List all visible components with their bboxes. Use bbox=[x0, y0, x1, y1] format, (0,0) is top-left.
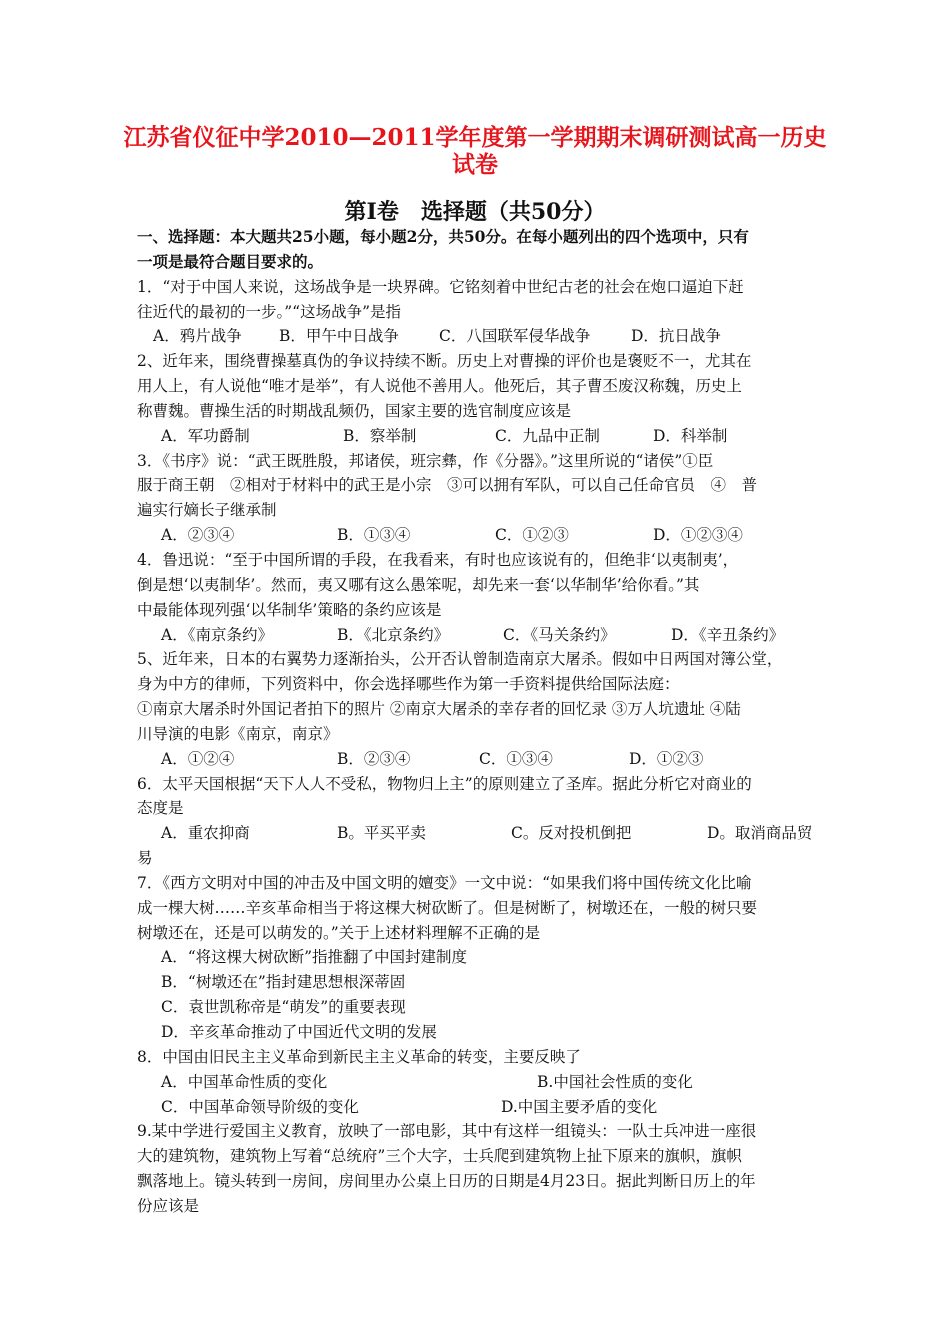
instructions-line: 一、选择题：本大题共25小题，每小题2分，共50分。在每小题列出的四个选项中，只有 bbox=[137, 227, 749, 246]
option-a[interactable]: A．①②④ bbox=[161, 749, 235, 768]
question-9-stem: 9.某中学进行爱国主义教育，放映了一部电影，其中有这样一组镜头：一队士兵冲进一座很 bbox=[137, 1122, 757, 1141]
option-d[interactable]: D。取消商品贸 bbox=[707, 824, 813, 843]
option-c[interactable]: C．①③④ bbox=[479, 749, 553, 768]
question-5-stem: ①南京大屠杀时外国记者拍下的照片 ②南京大屠杀的幸存者的回忆录 ③万人坑遗址 ④陆 bbox=[137, 700, 741, 719]
option-a[interactable]: A．《南京条约》 bbox=[161, 625, 273, 644]
option-d[interactable]: D.中国主要矛盾的变化 bbox=[501, 1097, 658, 1116]
question-2-stem: 称曹魏。曹操生活的时期战乱频仍，国家主要的选官制度应该是 bbox=[137, 401, 572, 420]
option-b[interactable]: B．“树墩还在”指封建思想根深蒂固 bbox=[161, 973, 406, 992]
question-4-stem: 倒是想‘以夷制华’。然而，夷又哪有这么愚笨呢，却先来一套‘以华制华’给你看。”其 bbox=[137, 575, 700, 594]
instructions-line: 一项是最符合题目要求的。 bbox=[137, 251, 324, 271]
option-b[interactable]: B.中国社会性质的变化 bbox=[537, 1072, 693, 1091]
option-c[interactable]: C．①②③ bbox=[495, 526, 569, 545]
question-4-stem: 中最能体现列强‘以华制华’策略的条约应该是 bbox=[137, 600, 442, 619]
question-4-stem: 4．鲁迅说：“至于中国所谓的手段，在我看来，有时也应该说有的，但绝非‘以夷制夷’， bbox=[137, 550, 739, 569]
question-7-stem: 7．《西方文明对中国的冲击及中国文明的嬗变》一文中说：“如果我们将中国传统文化比喻 bbox=[137, 873, 752, 892]
question-9-stem: 份应该是 bbox=[137, 1196, 200, 1215]
question-4-options bbox=[137, 623, 817, 648]
option-c[interactable]: C．八国联军侵华战争 bbox=[439, 327, 591, 346]
option-a[interactable]: A．中国革命性质的变化 bbox=[161, 1072, 328, 1091]
option-d[interactable]: D．《辛丑条约》 bbox=[671, 625, 785, 644]
question-5-options bbox=[137, 747, 817, 772]
option-c[interactable]: C．袁世凯称帝是“萌发”的重要表现 bbox=[161, 998, 406, 1017]
exam-title-line-1: 江苏省仪征中学2010—2011学年度第一学期期末调研测试高一历史 bbox=[123, 124, 827, 151]
option-b[interactable]: B．甲午中日战争 bbox=[279, 327, 399, 346]
option-d[interactable]: D．抗日战争 bbox=[631, 327, 721, 346]
question-5-stem: 川导演的电影《南京，南京》 bbox=[137, 724, 339, 743]
question-7-stem: 树墩还在，还是可以萌发的。”关于上述材料理解不正确的是 bbox=[137, 923, 541, 942]
exam-title-line-2: 试卷 bbox=[452, 151, 498, 178]
question-6-stem: 态度是 bbox=[137, 799, 184, 818]
option-b[interactable]: B．①③④ bbox=[337, 526, 411, 545]
question-body bbox=[137, 225, 817, 1219]
option-d[interactable]: D．①②③④ bbox=[653, 526, 743, 545]
option-a[interactable]: A．重农抑商 bbox=[161, 824, 250, 843]
option-b[interactable]: B．《北京条约》 bbox=[337, 625, 450, 644]
question-6-stem: 6．太平天国根据“天下人人不受私，物物归上主”的原则建立了圣库。据此分析它对商业的 bbox=[137, 774, 752, 793]
option-c[interactable]: C。反对投机倒把 bbox=[511, 824, 632, 843]
option-b[interactable]: B。平买平卖 bbox=[337, 824, 426, 843]
option-c[interactable]: C．九品中正制 bbox=[495, 426, 600, 445]
question-1-stem: 往近代的最初的一步。”“这场战争”是指 bbox=[137, 302, 402, 321]
question-9-stem: 大的建筑物，建筑物上写着“总统府”三个大字，士兵爬到建筑物上扯下原来的旗帜，旗帜 bbox=[137, 1147, 742, 1166]
option-a[interactable]: A．“将这棵大树砍断”指推翻了中国封建制度 bbox=[161, 948, 468, 967]
question-5-stem: 身为中方的律师，下列资料中，你会选择哪些作为第一手资料提供给国际法庭： bbox=[137, 675, 680, 694]
question-8-options-row-2 bbox=[137, 1095, 817, 1120]
question-9-stem: 飘落地上。镜头转到一房间，房间里办公桌上日历的日期是4月23日。据此判断日历上的年 bbox=[137, 1172, 756, 1191]
option-b[interactable]: B．②③④ bbox=[337, 749, 411, 768]
option-c[interactable]: C．中国革命领导阶级的变化 bbox=[161, 1097, 359, 1116]
option-d[interactable]: D．科举制 bbox=[653, 426, 728, 445]
question-6-option-d-wrap: 易 bbox=[137, 849, 153, 868]
question-3-stem: 遍实行嫡长子继承制 bbox=[137, 501, 277, 520]
question-2-stem: 2、近年来，围绕曹操墓真伪的争议持续不断。历史上对曹操的评价也是褒贬不一，尤其在 bbox=[137, 352, 752, 371]
option-a[interactable]: A．②③④ bbox=[161, 526, 235, 545]
question-5-stem: 5、近年来，日本的右翼势力逐渐抬头，公开否认曾制造南京大屠杀。假如中日两国对簿公堂， bbox=[137, 650, 783, 669]
option-d[interactable]: D．辛亥革命推动了中国近代文明的发展 bbox=[161, 1023, 437, 1041]
question-3-stem: 服于商王朝 ②相对于材料中的武王是小宗 ③可以拥有军队，可以自己任命官员 ④ 普 bbox=[137, 476, 758, 495]
question-2-options bbox=[137, 424, 817, 449]
option-c[interactable]: C．《马关条约》 bbox=[503, 625, 616, 644]
question-3-options bbox=[137, 523, 817, 548]
question-6-options bbox=[137, 821, 817, 846]
option-a[interactable]: A．鸦片战争 bbox=[153, 327, 242, 346]
question-1-options bbox=[137, 324, 817, 349]
option-a[interactable]: A．军功爵制 bbox=[161, 426, 250, 445]
option-d[interactable]: D．①②③ bbox=[629, 749, 704, 768]
question-2-stem: 用人上，有人说他“唯才是举”，有人说他不善用人。他死后，其子曹丕废汉称魏，历史上 bbox=[137, 377, 742, 396]
question-1-stem: 1．“对于中国人来说，这场战争是一块界碑。它铭刻着中世纪古老的社会在炮口逼迫下赶 bbox=[137, 277, 744, 296]
section-title: 第Ⅰ卷 选择题（共50分） bbox=[344, 199, 606, 225]
question-8-options-row-1 bbox=[137, 1070, 817, 1095]
question-7-stem: 成一棵大树……辛亥革命相当于将这棵大树砍断了。但是树断了，树墩还在，一般的树只要 bbox=[137, 898, 758, 917]
question-8-stem: 8．中国由旧民主主义革命到新民主主义革命的转变，主要反映了 bbox=[137, 1047, 581, 1066]
option-b[interactable]: B．察举制 bbox=[343, 426, 417, 445]
question-3-stem: 3．《书序》说：“武王既胜殷，邦诸侯，班宗彝，作《分器》。”这里所说的“诸侯”①臣 bbox=[137, 451, 714, 470]
